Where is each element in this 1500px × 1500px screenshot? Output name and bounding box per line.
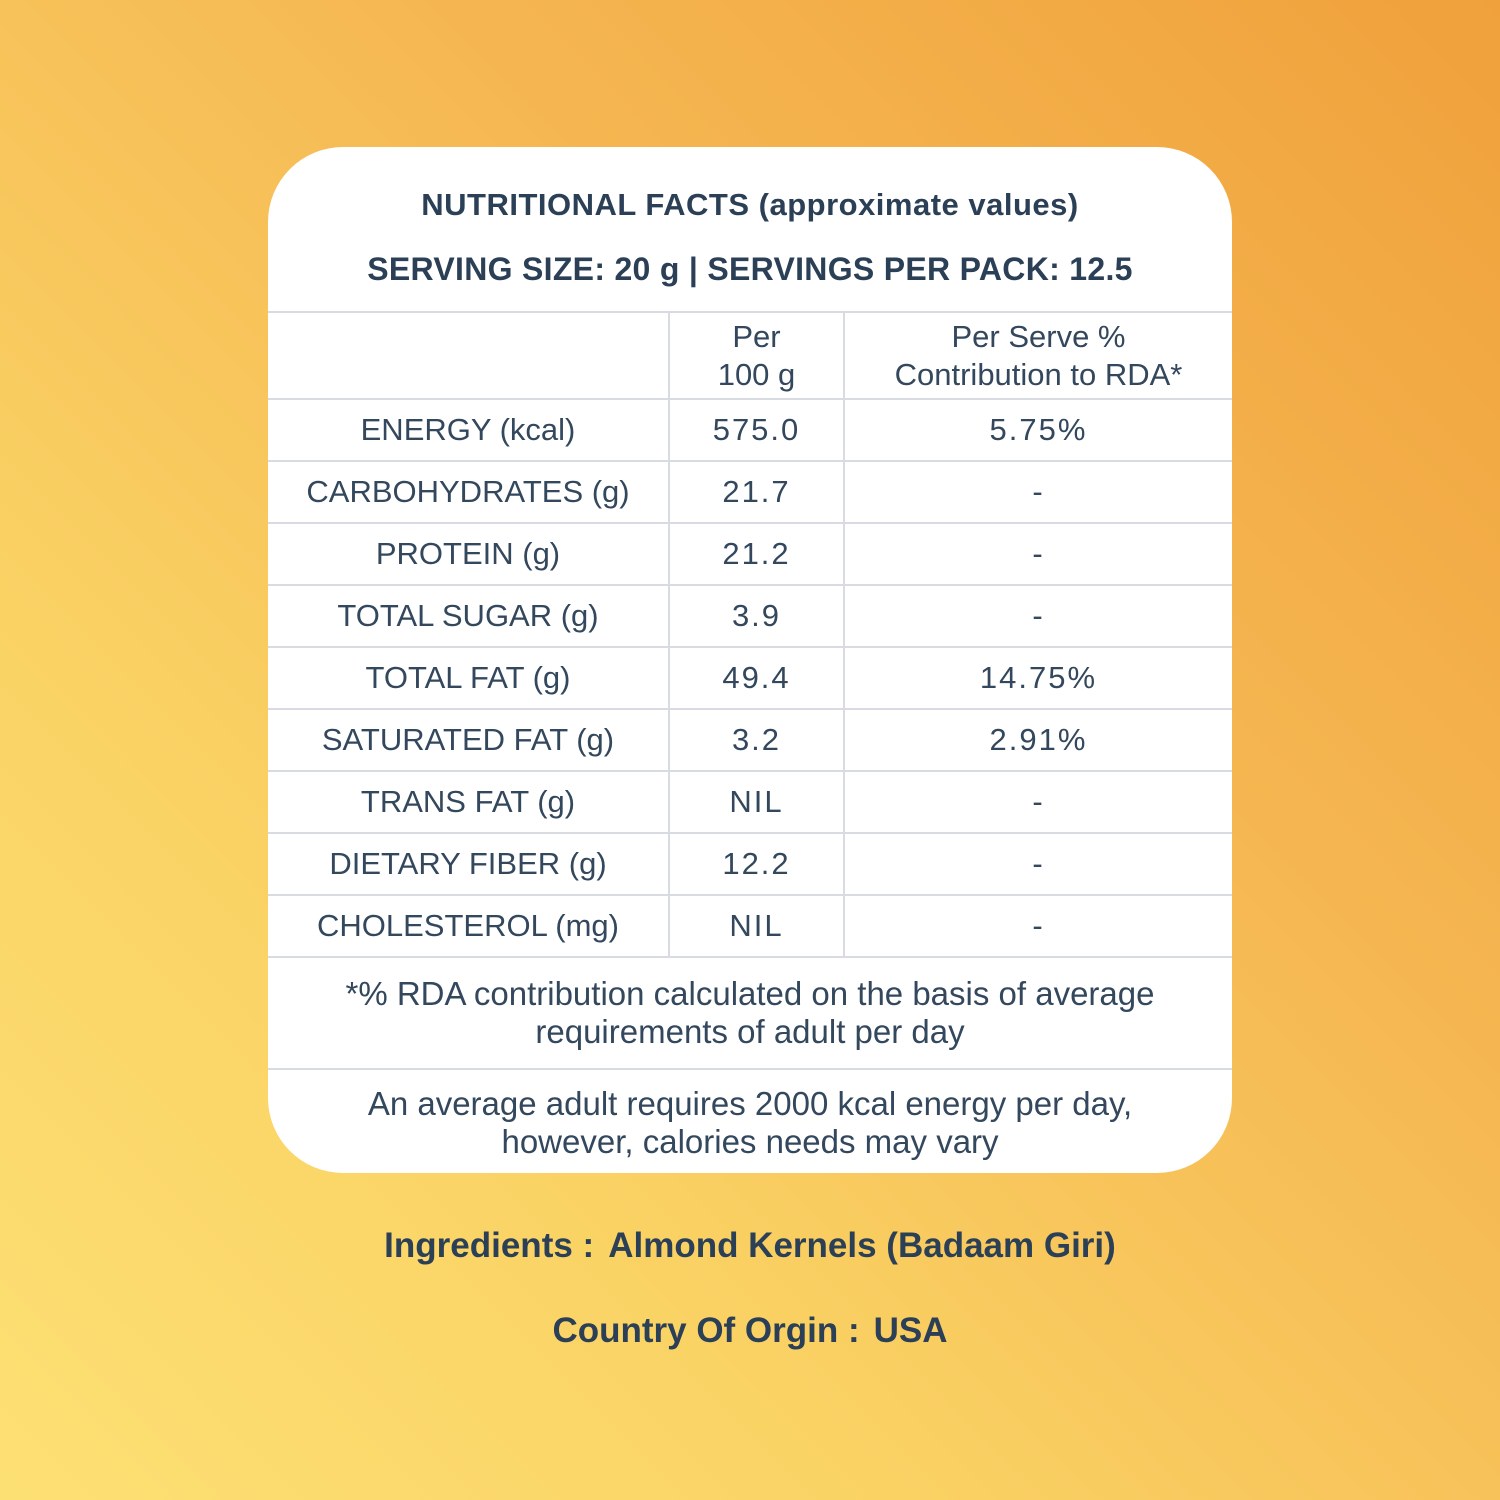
card-title: NUTRITIONAL FACTS (approximate values) bbox=[421, 187, 1079, 222]
row-label: TOTAL SUGAR (g) bbox=[268, 586, 668, 648]
row-per100g-value: 21.7 bbox=[668, 462, 843, 524]
row-label: TRANS FAT (g) bbox=[268, 772, 668, 834]
serving-info: SERVING SIZE: 20 g | SERVINGS PER PACK: 12.5 bbox=[367, 251, 1133, 287]
row-label: DIETARY FIBER (g) bbox=[268, 834, 668, 896]
header-line: Per bbox=[732, 319, 781, 355]
rda-footnote-text: *% RDA contribution calculated on the basis of average requirements of adult per day bbox=[345, 975, 1155, 1050]
energy-footnote-text: An average adult requires 2000 kcal energy per day, however, calories needs may vary bbox=[367, 1084, 1133, 1160]
row-rda-value: - bbox=[843, 896, 1232, 958]
origin-label: Country Of Orgin : bbox=[552, 1311, 860, 1350]
row-rda-value: - bbox=[843, 462, 1232, 524]
row-label: CARBOHYDRATES (g) bbox=[268, 462, 668, 524]
row-rda-value: 5.75% bbox=[843, 400, 1232, 462]
row-per100g-value: 3.9 bbox=[668, 586, 843, 648]
rda-footnote bbox=[268, 958, 1232, 1070]
table-header-per-100g bbox=[668, 313, 843, 400]
row-label: PROTEIN (g) bbox=[268, 524, 668, 586]
energy-footnote bbox=[268, 1070, 1232, 1175]
row-per100g-value: 575.0 bbox=[668, 400, 843, 462]
row-label: TOTAL FAT (g) bbox=[268, 648, 668, 710]
row-label: ENERGY (kcal) bbox=[268, 400, 668, 462]
header-line: Contribution to RDA* bbox=[894, 356, 1183, 392]
row-rda-value: - bbox=[843, 586, 1232, 648]
table-header-rda bbox=[843, 313, 1232, 400]
ingredients-label: Ingredients : bbox=[384, 1226, 595, 1265]
header-line: 100 g bbox=[717, 356, 796, 392]
row-per100g-value: 21.2 bbox=[668, 524, 843, 586]
nutrition-facts-card bbox=[268, 147, 1232, 1173]
row-rda-value: - bbox=[843, 772, 1232, 834]
row-per100g-value: NIL bbox=[668, 772, 843, 834]
row-rda-value: - bbox=[843, 834, 1232, 896]
table-header-blank bbox=[268, 313, 668, 400]
row-label: CHOLESTEROL (mg) bbox=[268, 896, 668, 958]
header-line: Per Serve % bbox=[951, 319, 1126, 355]
ingredients-line bbox=[0, 1226, 1500, 1266]
row-per100g-value: 49.4 bbox=[668, 648, 843, 710]
row-rda-value: 2.91% bbox=[843, 710, 1232, 772]
country-of-origin-line bbox=[0, 1311, 1500, 1351]
nutrition-table bbox=[268, 311, 1232, 958]
origin-value: USA bbox=[873, 1311, 948, 1350]
row-rda-value: 14.75% bbox=[843, 648, 1232, 710]
row-label: SATURATED FAT (g) bbox=[268, 710, 668, 772]
row-per100g-value: NIL bbox=[668, 896, 843, 958]
row-per100g-value: 3.2 bbox=[668, 710, 843, 772]
ingredients-value: Almond Kernels (Badaam Giri) bbox=[608, 1226, 1116, 1265]
row-per100g-value: 12.2 bbox=[668, 834, 843, 896]
row-rda-value: - bbox=[843, 524, 1232, 586]
